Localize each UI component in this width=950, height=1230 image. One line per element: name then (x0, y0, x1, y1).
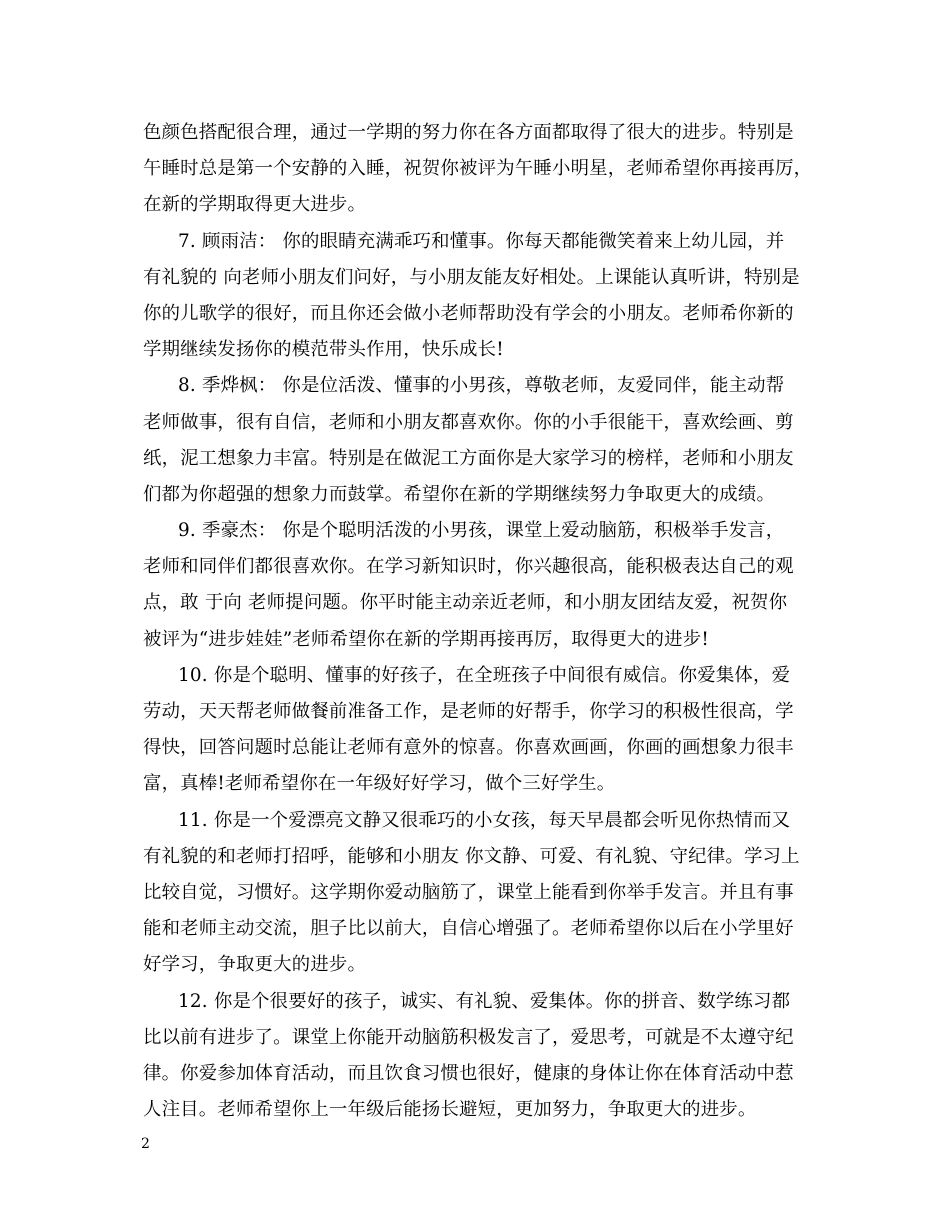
text-line: 色颜色搭配很合理，通过一学期的努力你在各方面都取得了很大的进步。特别是 (143, 122, 794, 143)
text-line: 富，真棒!老师希望你在一年级好好学习，做个三好学生。 (143, 773, 616, 795)
text-line: 们都为你超强的想象力而鼓掌。希望你在新的学期继续努力争取更大的成绩。 (143, 483, 776, 505)
text-line: 老师做事，很有自信，老师和小朋友都喜欢你。你的小手很能干，喜欢绘画、剪 (143, 411, 794, 433)
text-line: 纸，泥工想象力丰富。特别是在做泥工方面你是大家学习的榜样，老师和小朋友 (143, 447, 794, 469)
text-line: 律。你爱参加体育活动，而且饮食习惯也很好，健康的身体让你在体育活动中惹 (143, 1062, 794, 1084)
paragraph-first-line: 11. 你是一个爱漂亮文静又很乖巧的小女孩，每天早晨都会听见你热情而又 (178, 809, 791, 831)
text-line: 午睡时总是第一个安静的入睡，祝贺你被评为午睡小明星，老师希望你再接再厉， (143, 158, 813, 180)
paragraph-first-line: 10. 你是个聪明、懂事的好孩子，在全班孩子中间很有威信。你爱集体，爱 (178, 664, 791, 686)
text-line: 好学习，争取更大的进步。 (143, 954, 367, 976)
text-line: 被评为“进步娃娃”老师希望你在新的学期再接再厉，取得更大的进步! (143, 628, 709, 650)
text-line: 能和老师主动交流，胆子比以前大，自信心增强了。老师希望你以后在小学里好 (143, 918, 794, 940)
paragraph-first-line: 8. 季烨枫： 你是位活泼、懂事的小男孩，尊敬老师，友爱同伴，能主动帮 (178, 375, 785, 397)
text-line: 点，敢 于向 老师提问题。你平时能主动亲近老师，和小朋友团结友爱，祝贺你 (143, 592, 788, 614)
text-line: 劳动，天天帮老师做餐前准备工作，是老师的好帮手，你学习的积极性很高，学 (143, 701, 794, 722)
page-number: 2 (141, 1136, 150, 1152)
text-line: 老师和同伴们都很喜欢你。在学习新知识时，你兴趣很高，能积极表达自己的观 (143, 556, 794, 578)
text-line: 你的儿歌学的很好，而且你还会做小老师帮助没有学会的小朋友。老师希你新的 (143, 302, 794, 324)
text-line: 比较自觉，习惯好。这学期你爱动脑筋了，课堂上能看到你举手发言。并且有事 (143, 881, 794, 903)
text-line: 有礼貌的 向老师小朋友们问好，与小朋友能友好相处。上课能认真听讲，特别是 (143, 266, 800, 288)
paragraph-first-line: 7. 顾雨洁： 你的眼睛充满乖巧和懂事。你每天都能微笑着来上幼儿园，并 (178, 230, 785, 252)
paragraph-first-line: 9. 季豪杰： 你是个聪明活泼的小男孩，课堂上爱动脑筋，积极举手发言， (178, 520, 785, 542)
text-line: 得快，回答问题时总能让老师有意外的惊喜。你喜欢画画，你画的画想象力很丰 (143, 737, 794, 759)
text-line: 比以前有进步了。课堂上你能开动脑筋积极发言了，爱思考，可就是不太遵守纪 (143, 1026, 794, 1048)
paragraph-first-line: 12. 你是个很要好的孩子，诚实、有礼貌、爱集体。你的拼音、数学练习都 (178, 990, 791, 1012)
document-body (143, 115, 811, 1128)
text-line: 在新的学期取得更大进步。 (143, 194, 367, 216)
text-line: 有礼貌的和老师打招呼，能够和小朋友 你文静、可爱、有礼貌、守纪律。学习上 (143, 845, 800, 867)
text-line: 人注目。老师希望你上一年级后能扬长避短，更加努力，争取更大的进步。 (143, 1099, 757, 1121)
text-line: 学期继续发扬你的模范带头作用，快乐成长! (143, 339, 504, 361)
